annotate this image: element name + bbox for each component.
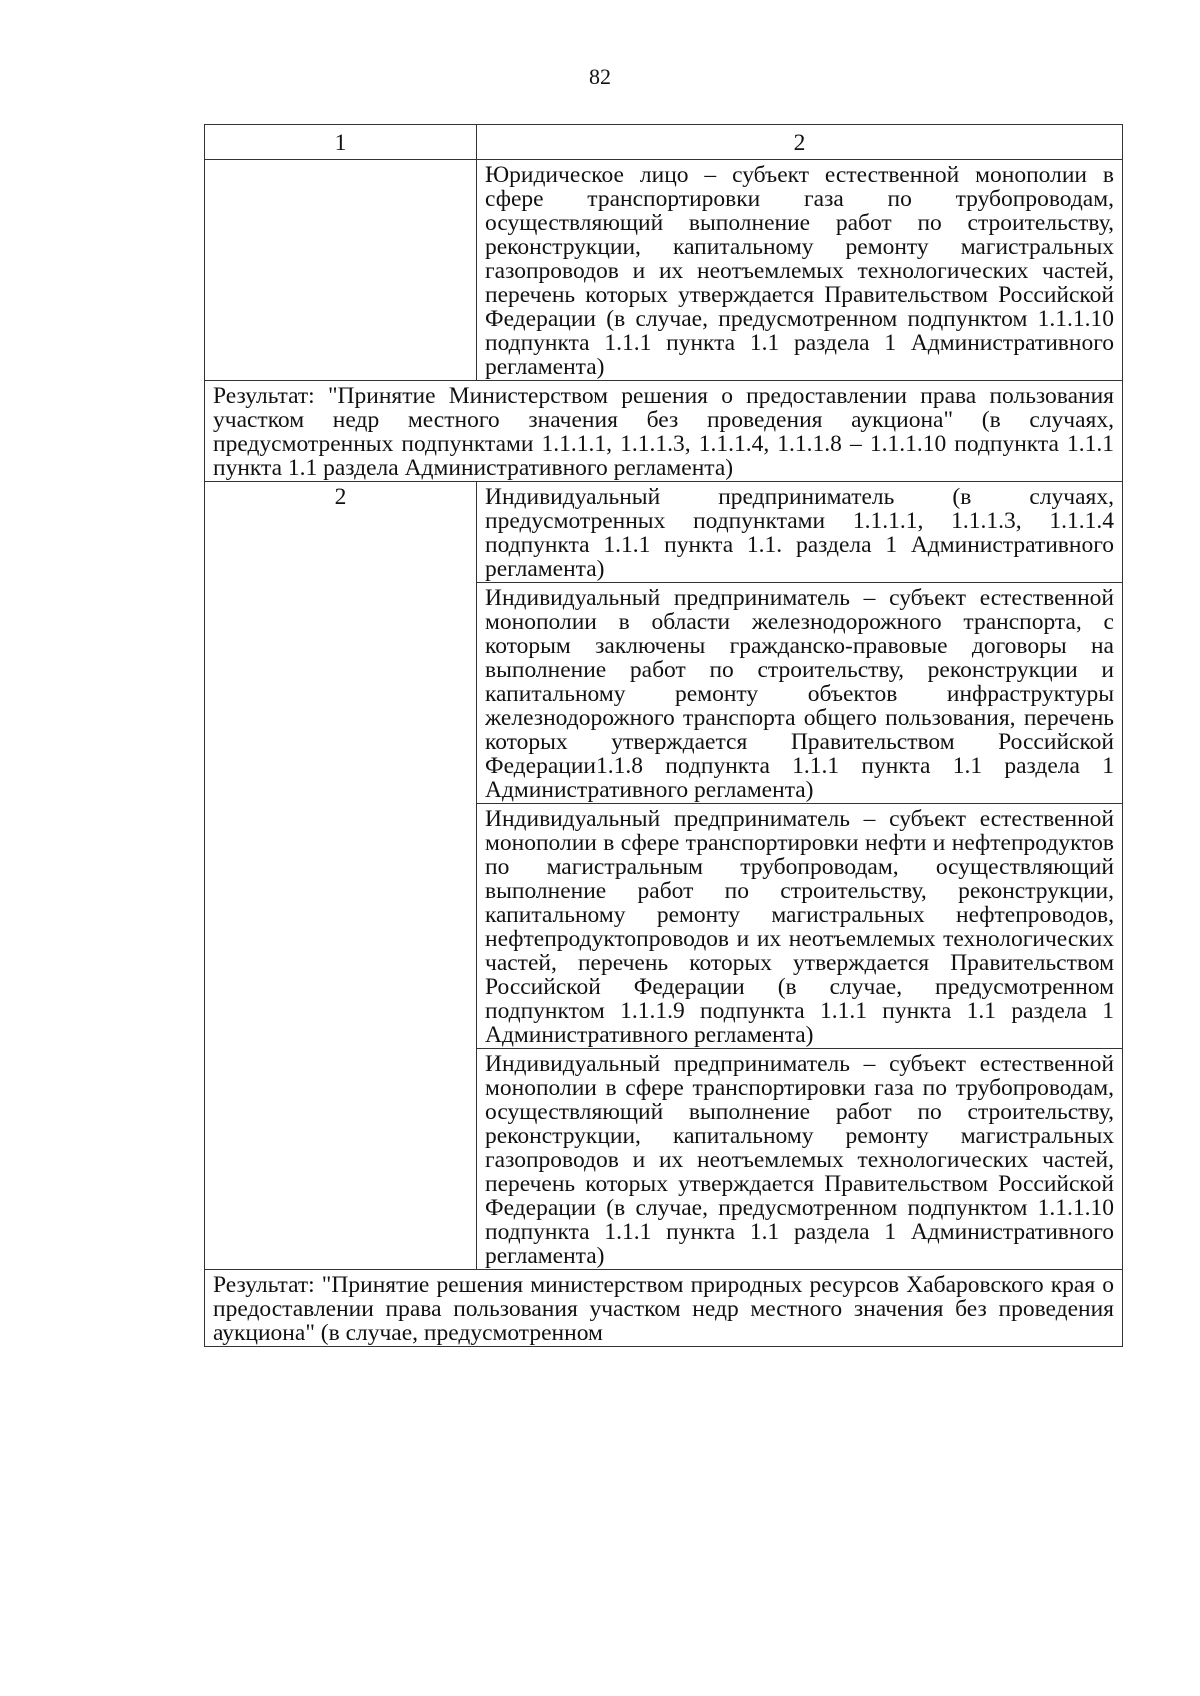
result-text: Результат: "Принятие Министерством решения о предоставлении права пользования участком недр местного значения без проведения аукциона" (в случаях, предусмотренных подпунктами 1.1.1.1, 1.1.1.3, 1.1.1.4, 1.1.1.8 – 1.1.1.10 подпункта 1.1.1 пункта 1.1 раздела Административного регламента) — [205, 381, 1123, 482]
row-number-cell: 2 — [205, 482, 477, 1270]
table-row — [205, 482, 1123, 583]
document-table — [204, 124, 1123, 1347]
applicant-description: Индивидуальный предприниматель – субъект естественной монополии в области железнодорожного транспорта, с которым заключены гражданско-правовые договоры на выполнение работ по строительству, реконструкции и капитальному ремонту объектов инфраструктуры железнодорожного транспорта общего пользования, перечень которых утверждается Правительством Российской Федерации1.1.8 подпункта 1.1.1 пункта 1.1 раздела 1 Административного регламента) — [477, 583, 1123, 804]
header-col-1: 1 — [205, 125, 477, 160]
page-number: 82 — [589, 64, 611, 89]
result-row — [205, 1270, 1123, 1347]
row-number-cell — [205, 160, 477, 381]
applicant-description: Индивидуальный предприниматель – субъект естественной монополии в сфере транспортировки нефти и нефтепродуктов по магистральным трубопроводам, осуществляющий выполнение работ по строительству, реконструкции, капитальному ремонту магистральных нефтепроводов, нефтепродуктопроводов и их неотъемлемых технологических частей, перечень которых утверждается Правительством Российской Федерации (в случае, предусмотренном подпунктом 1.1.1.9 подпункта 1.1.1 пункта 1.1 раздела 1 Административного регламента) — [477, 804, 1123, 1049]
table-header-row — [205, 125, 1123, 160]
result-text: Результат: "Принятие решения министерством природных ресурсов Хабаровского края о предоставлении права пользования участком недр местного значения без проведения аукциона" (в случае, предусмотренном — [205, 1270, 1123, 1347]
applicant-description: Юридическое лицо – субъект естественной монополии в сфере транспортировки газа по трубопроводам, осуществляющий выполнение работ по строительству, реконструкции, капитальному ремонту магистральных газопроводов и их неотъемлемых технологических частей, перечень которых утверждается Правительством Российской Федерации (в случае, предусмотренном подпунктом 1.1.1.10 подпункта 1.1.1 пункта 1.1 раздела 1 Административного регламента) — [477, 160, 1123, 381]
applicant-description: Индивидуальный предприниматель (в случаях, предусмотренных подпунктами 1.1.1.1, 1.1.1.3, 1.1.1.4 подпункта 1.1.1 пункта 1.1. раздела 1 Административного регламента) — [477, 482, 1123, 583]
header-col-2: 2 — [477, 125, 1123, 160]
applicant-description: Индивидуальный предприниматель – субъект естественной монополии в сфере транспортировки газа по трубопроводам, осуществляющий выполнение работ по строительству, реконструкции, капитальному ремонту магистральных газопроводов и их неотъемлемых технологических частей, перечень которых утверждается Правительством Российской Федерации (в случае, предусмотренном подпунктом 1.1.1.10 подпункта 1.1.1 пункта 1.1 раздела 1 Административного регламента) — [477, 1049, 1123, 1270]
result-row — [205, 381, 1123, 482]
table-row — [205, 160, 1123, 381]
